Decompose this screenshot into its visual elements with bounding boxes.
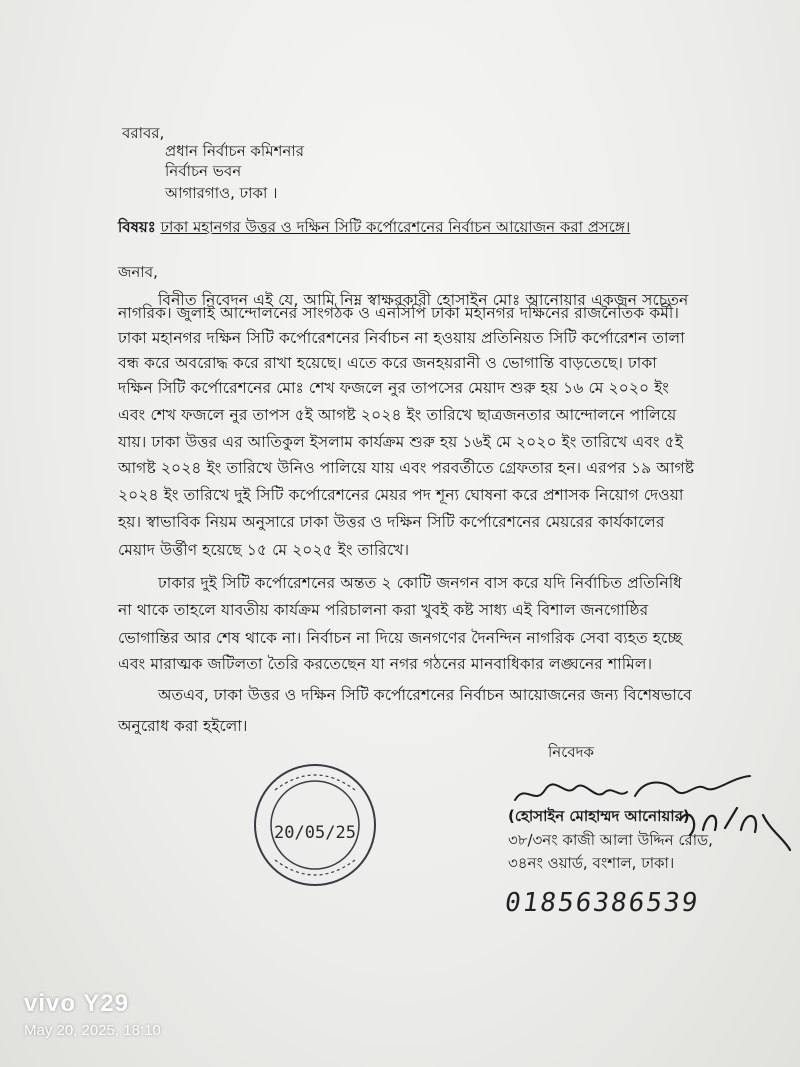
closing: নিবেদক <box>548 743 594 761</box>
phone-number: 01856386539 <box>502 888 702 918</box>
received-stamp <box>250 760 380 890</box>
body-line: ২০২৪ ইং তারিখে দুই সিটি কর্পোরেশনের মেয়র পদ শূন্য ঘোষনা করে প্রশাসক নিয়োগ দেওয়া <box>118 486 684 504</box>
signer-name: (হোসাইন মোহাম্মদ আনোয়ার) <box>508 807 690 825</box>
subject-line <box>118 217 630 237</box>
recipient-line-3: আগারগাও, ঢাকা । <box>165 184 278 202</box>
recipient-line-1: প্রধান নির্বাচন কমিশনার <box>165 142 304 160</box>
signer-address-line-2: ৩৪নং ওয়ার্ড, বংশাল, ঢাকা। <box>508 854 675 872</box>
body-line: আগষ্ট ২০২৪ ইং তারিখে উনিও পালিয়ে যায় এবং পরবর্তীতে গ্রেফতার হন। এরপর ১৯ আগষ্ট <box>118 459 695 477</box>
camera-brand-watermark: vivo Y29 <box>24 990 129 1017</box>
body-line: ঢাকা মহানগর দক্ষিন সিটি কর্পোরেশনের নির্বাচন না হওয়ায় প্রতিনিয়ত সিটি কর্পোরেশন তালা <box>118 329 685 347</box>
body-line: হয়। স্বাভাবিক নিয়ম অনুসারে ঢাকা উত্তর ও দক্ষিন সিটি কর্পোরেশনের মেয়রের কার্যকালের <box>118 513 665 531</box>
body-line: যায়। ঢাকা উত্তর এর আতিকুল ইসলাম কার্যক্রম শুরু হয় ১৬ই মে ২০২০ ইং তারিখে এবং ৫ই <box>118 433 683 451</box>
to-label: বরাবর, <box>122 124 165 142</box>
camera-datetime-watermark: May 20, 2025, 18:10 <box>24 1022 161 1039</box>
body-line: বিনীত নিবেদন এই যে, আমি নিম্ন স্বাক্ষরকারী হোসাইন মোঃ আনোয়ার একজন সচেতন <box>158 291 689 309</box>
body-line: এবং শেখ ফজলে নুর তাপস ৫ই আগষ্ট ২০২৪ ইং তারিখে ছাত্রজনতার আন্দোলনে পালিয়ে <box>118 406 677 424</box>
subject-label: বিষয়ঃ <box>118 218 156 236</box>
handwritten-date-mark <box>675 800 795 860</box>
body-line: না থাকে তাহলে যাবতীয় কার্যক্রম পরিচালনা করা খুবই কষ্ট সাধ্য এই বিশাল জনগোষ্ঠির <box>118 601 649 619</box>
body-line: ভোগান্তির আর শেষ থাকে না। নির্বাচন না দিয়ে জনগণের দৈনন্দিন নাগরিক সেবা ব্যহত হচ্ছে <box>118 629 682 647</box>
body-line: এবং মারাত্মক জটিলতা তৈরি করতেছেন যা নগর গঠনের মানবাধিকার লঙ্ঘনের শামিল। <box>118 655 653 673</box>
signer-address-line-1: ৩৮/৩নং কাজী আলা উদ্দিন রোড, <box>508 831 713 849</box>
body-line: বন্ধ করে অবরোদ্ধ করে রাখা হয়েছে। এতে করে জনহয়রানী ও ভোগান্তি বাড়তেছে। ঢাকা <box>118 354 657 372</box>
body-line: দক্ষিন সিটি কর্পোরেশনের মোঃ শেখ ফজলে নুর তাপসের মেয়াদ শুরু হয় ১৬ মে ২০২০ ইং <box>118 379 670 397</box>
body-line: ঢাকার দুই সিটি কর্পোরেশনের অন্তত ২ কোটি জনগন বাস করে যদি নির্বাচিত প্রতিনিধি <box>158 574 682 592</box>
body-line: অনুরোধ করা হইলো। <box>118 717 248 735</box>
salutation: জনাব, <box>118 263 158 281</box>
subject-text: ঢাকা মহানগর উত্তর ও দক্ষিন সিটি কর্পোরেশনের নির্বাচন আয়োজন করা প্রসঙ্গে। <box>160 218 631 236</box>
body-line: নাগরিক। জুলাই আন্দোলনের সাংগঠক ও এনসিপি ঢাকা মহানগর দক্ষিনের রাজনৈতিক কর্মী। <box>118 304 680 322</box>
body-line: অতএব, ঢাকা উত্তর ও দক্ষিন সিটি কর্পোরেশনের নির্বাচন আয়োজনের জন্য বিশেষভাবে <box>158 686 692 704</box>
stamp-date: 20/05/25 <box>274 823 356 843</box>
recipient-line-2: নির্বাচন ভবন <box>165 162 242 180</box>
body-line: মেয়াদ উর্ত্তীণ হয়েছে ১৫ মে ২০২৫ ইং তারিখে। <box>118 541 410 559</box>
